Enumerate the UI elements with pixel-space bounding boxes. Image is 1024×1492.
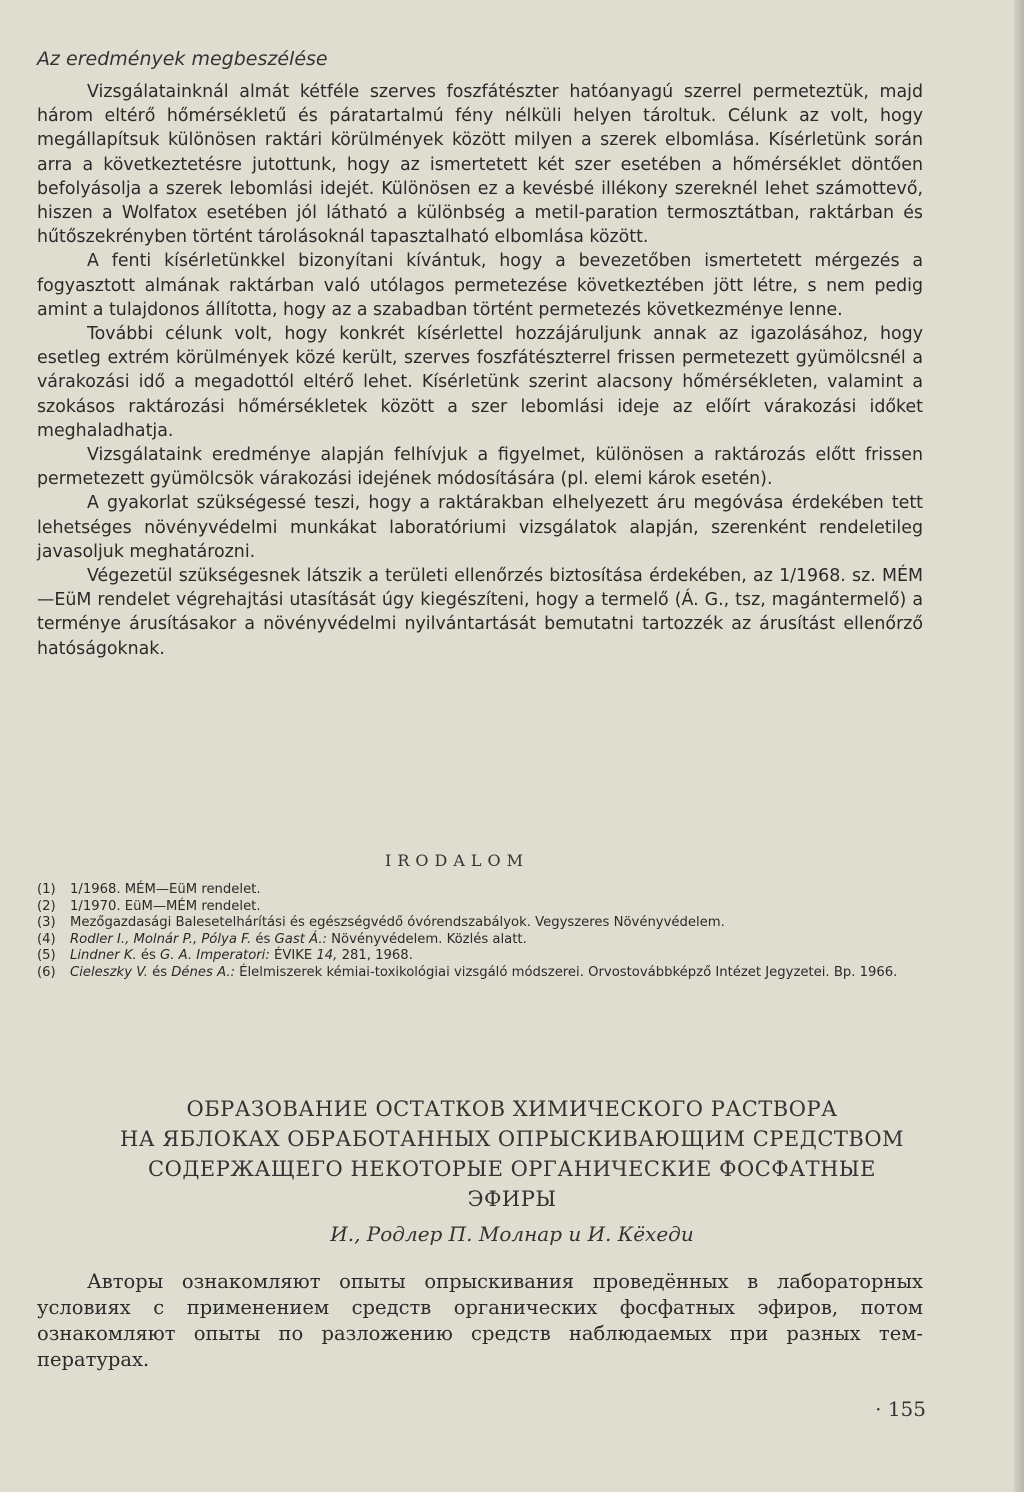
literature-heading: IRODALOM: [385, 851, 529, 870]
russian-title-line: ЭФИРЫ: [467, 1187, 557, 1211]
paragraph: Végezetül szükségesnek látszik a területi ellenőrzés biztosítása érdekében, az 1/1968. sz. MÉM—EüM rendelet végrehajtási utasítását úgy kiegészíteni, hogy a termelő (Á. G., tsz, magántermelő) a terménye árusításakor a növényvédelmi nyilvántartását bemutatni tartozzék az árusítást ellenőrző hatóságoknak.: [37, 566, 923, 659]
page-edge-shadow: [1014, 0, 1024, 1492]
discussion-body: [37, 80, 923, 661]
reference-item: [37, 932, 927, 949]
paragraph: A gyakorlat szükségessé teszi, hogy a raktárakban elhelyezett áru megóvása érdekében tett lehetséges növényvédelmi munkákat laboratóriumi vizsgálatok alapján, szerenként rendeletileg javasoljuk meghatározni.: [37, 493, 923, 562]
reference-number: (1): [37, 882, 56, 897]
page-number: · 155: [875, 1397, 926, 1421]
reference-number: (2): [37, 898, 56, 914]
reference-title: Élelmiszerek kémiai-toxikológiai vizsgáló módszerei. Orvostovábbképző Intézet Jegyzetei. Bp. 1966.: [234, 964, 898, 980]
reference-text: [70, 948, 927, 965]
reference-conjunction: és: [136, 948, 161, 963]
reference-number: (4): [37, 931, 56, 947]
paragraph: Vizsgálataink eredménye alapján felhívjuk a figyelmet, különösen a raktározás előtt frissen permetezett gyümölcsök várakozási idejének módosítására (pl. elemi károk esetén).: [37, 445, 923, 490]
paragraph: További célunk volt, hogy konkrét kísérlettel hozzájáruljunk annak az igazolásához, hogy esetleg extrém körülmények közé került, szerves foszfátészterrel frissen permetezett gyümölcsnél a várakozási idő a megadottól eltérő lehet. Kísérletünk szerint alacsony hőmérsékleten, valamint a szokásos raktározási hőmérsékletek között a szer lebomlási ideje az előírt várakozási időket meghaladhatja.: [37, 324, 923, 441]
reference-item: [37, 948, 927, 965]
reference-text: 1/1970. EüM—MÉM rendelet.: [70, 898, 261, 914]
russian-title-line: ОБРАЗОВАНИЕ ОСТАТКОВ ХИМИЧЕСКОГО РАСТВОРА: [186, 1097, 838, 1121]
reference-list: [37, 882, 927, 981]
reference-authors: Dénes A.:: [171, 964, 235, 980]
paragraph: A fenti kísérletünkkel bizonyítani kívántuk, hogy a bevezetőben ismertetett mérgezés a fogyasztott almának raktárban való utólagos permetezése következtében jött létre, s nem pedig amint a tulajdonos állította, hogy az a szabadban történt permetezés következménye lenne.: [37, 251, 923, 320]
reference-volume: 14,: [316, 948, 338, 963]
reference-authors: Lindner K.: [70, 948, 137, 963]
reference-text: [70, 965, 927, 982]
reference-number: (6): [37, 964, 56, 980]
reference-item: [37, 899, 927, 916]
reference-item: [37, 915, 927, 932]
reference-item: [37, 965, 927, 982]
section-title: Az eredmények megbeszélése: [37, 48, 328, 70]
reference-item: [37, 882, 927, 899]
russian-abstract: [37, 1269, 923, 1373]
reference-conjunction: és: [251, 931, 275, 947]
reference-authors: Gast Á.:: [274, 931, 327, 947]
reference-title: Növényvédelem. Közlés alatt.: [326, 931, 527, 947]
reference-text: [70, 932, 927, 949]
reference-text: 1/1968. MÉM—EüM rendelet.: [70, 882, 261, 897]
reference-text: Mezőgazdasági Balesetelhárítási és egészségvédő óvórendszabályok. Vegyszeres Növényvédelem.: [70, 915, 725, 930]
reference-number: (5): [37, 948, 56, 963]
russian-title: [60, 1094, 964, 1214]
reference-number: (3): [37, 915, 56, 930]
russian-title-line: НА ЯБЛОКАХ ОБРАБОТАННЫХ ОПРЫСКИВАЮЩИМ СРЕДСТВОМ: [119, 1127, 905, 1151]
reference-authors: Cieleszky V.: [70, 964, 148, 980]
reference-authors: Rodler I., Molnár P., Pólya F.: [70, 931, 252, 947]
russian-abstract-text: Авторы ознакомляют опыты опрыскивания проведённых в лабораторных условиях с применением средств органических фосфатных эфиров, потом ознакомляют опыты по разложению средств наблюдаемых при разных температурах.: [37, 1270, 923, 1371]
reference-authors: G. A. Imperatori:: [160, 948, 270, 963]
reference-pages: 281, 1968.: [337, 948, 413, 963]
reference-journal: ÉVIKE: [269, 948, 317, 963]
russian-authors: И., Родлер П. Молнар и И. Кёхеди: [330, 1222, 694, 1246]
reference-conjunction: és: [147, 964, 172, 980]
russian-title-line: СОДЕРЖАЩЕГО НЕКОТОРЫЕ ОРГАНИЧЕСКИЕ ФОСФАТНЫЕ: [148, 1157, 876, 1181]
paragraph: Vizsgálatainknál almát kétféle szerves foszfátészter hatóanyagú szerrel permeteztük, majd három eltérő hőmérsékletű és páratartalmú fény nélküli helyen tároltuk. Célunk az volt, hogy megállapítsuk különösen raktári körülmények között milyen a szerek elbomlása. Kísérletünk során arra a következtetésre jutottunk, hogy az ismertetett két szer esetében a hőmérséklet döntően befolyásolja a szerek lebomlási idejét. Különösen ez a kevésbé illékony szereknél lehet számottevő, hiszen a Wolfatox esetében jól látható a különbség a metil-paration termosztátban, raktárban és hűtőszekrényben történt tárolásoknál tapasztalható elbomlása között.: [37, 82, 923, 248]
